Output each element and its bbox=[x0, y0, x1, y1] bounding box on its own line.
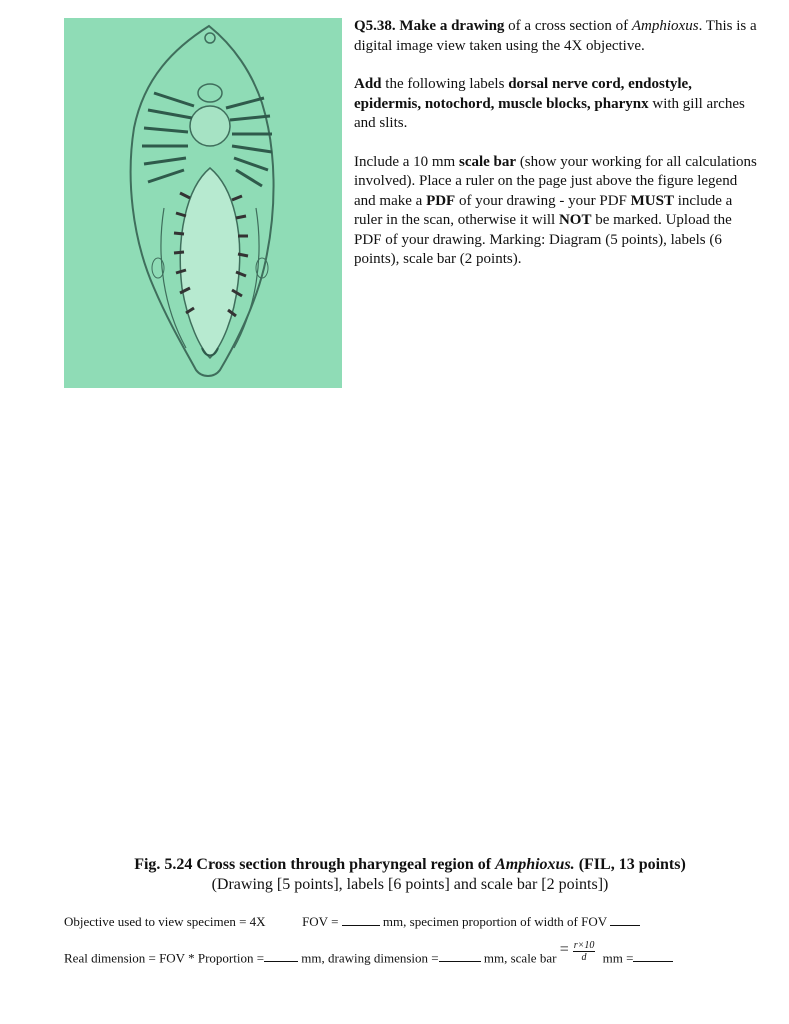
species-name: Amphioxus bbox=[631, 18, 699, 34]
pdf-text: PDF bbox=[426, 192, 456, 209]
scale-text-1: Include a 10 mm bbox=[354, 153, 459, 170]
scale-bar-blank[interactable] bbox=[633, 949, 673, 962]
must-text: MUST bbox=[630, 192, 674, 209]
question-number: Q5.38. bbox=[354, 18, 396, 34]
amphioxus-cross-section bbox=[64, 18, 342, 388]
not-text: NOT bbox=[558, 212, 592, 228]
legend-prefix: Fig. 5.24 Cross section through pharyngeal region of bbox=[134, 856, 496, 873]
fov-unit-text: mm, specimen proportion of width of FOV bbox=[382, 914, 607, 929]
dorsal-fin-ray bbox=[205, 33, 215, 43]
labels-instruction bbox=[354, 75, 759, 134]
scale-text-4: include a ruler in the scan, otherwise it will bbox=[354, 192, 733, 228]
add-text: Add bbox=[354, 76, 382, 92]
notochord bbox=[190, 106, 230, 146]
real-dimension-label: Real dimension = FOV * Proportion = bbox=[64, 950, 265, 966]
proportion-blank[interactable] bbox=[610, 913, 640, 926]
drawing-dimension-label: mm, drawing dimension = bbox=[301, 950, 439, 966]
fov-blank[interactable] bbox=[342, 913, 380, 926]
scale-fraction bbox=[573, 940, 596, 963]
scale-bar-label: mm, scale bar bbox=[483, 950, 557, 966]
calculation-row-1 bbox=[64, 913, 640, 930]
labels-text-2: with gill arches and slits. bbox=[354, 95, 745, 131]
fov-label: FOV = bbox=[302, 914, 339, 929]
fraction-denominator: d bbox=[581, 952, 587, 963]
legend-line-1 bbox=[40, 855, 780, 875]
scale-text-5: be marked. Upload the PDF of your drawing. Marking: Diagram (5 points), labels (6 points), scale bar (2 points). bbox=[354, 212, 732, 267]
specimen-image bbox=[64, 18, 342, 388]
labels-list: dorsal nerve cord, endostyle, epidermis, notochord, muscle blocks, pharynx bbox=[354, 76, 692, 112]
question-text bbox=[354, 17, 759, 289]
dorsal-nerve-cord bbox=[198, 84, 222, 102]
figure-legend bbox=[40, 855, 780, 895]
real-dimension-blank[interactable] bbox=[264, 949, 298, 962]
make-drawing-text: Make a drawing bbox=[399, 18, 505, 34]
intro-text-2: . This is a digital image view taken using the 4X objective. bbox=[354, 18, 757, 54]
muscle-blocks-left bbox=[142, 93, 194, 182]
mm-equals-text: mm = bbox=[602, 950, 634, 966]
drawing-dimension-blank[interactable] bbox=[439, 949, 481, 962]
legend-line-2: (Drawing [5 points], labels [6 points] and scale bar [2 points]) bbox=[211, 876, 609, 893]
question-intro bbox=[354, 17, 759, 56]
intro-text-1: of a cross section of bbox=[504, 18, 632, 34]
legend-species: Amphioxus. bbox=[495, 856, 575, 873]
objective-text: Objective used to view specimen = 4X bbox=[64, 914, 266, 929]
scale-text-2: (show your working for all calculations involved). Place a ruler on the page just above the figure legend and make a bbox=[354, 153, 757, 209]
scale-instruction bbox=[354, 153, 759, 270]
scale-bar-text: scale bar bbox=[458, 153, 517, 170]
equals-sign: = bbox=[559, 941, 569, 959]
labels-text-1: the following labels bbox=[381, 76, 509, 92]
legend-suffix: (FIL, 13 points) bbox=[574, 856, 686, 873]
fraction-numerator: r×10 bbox=[573, 940, 595, 951]
scale-text-3: of your drawing - your PDF bbox=[455, 192, 631, 209]
